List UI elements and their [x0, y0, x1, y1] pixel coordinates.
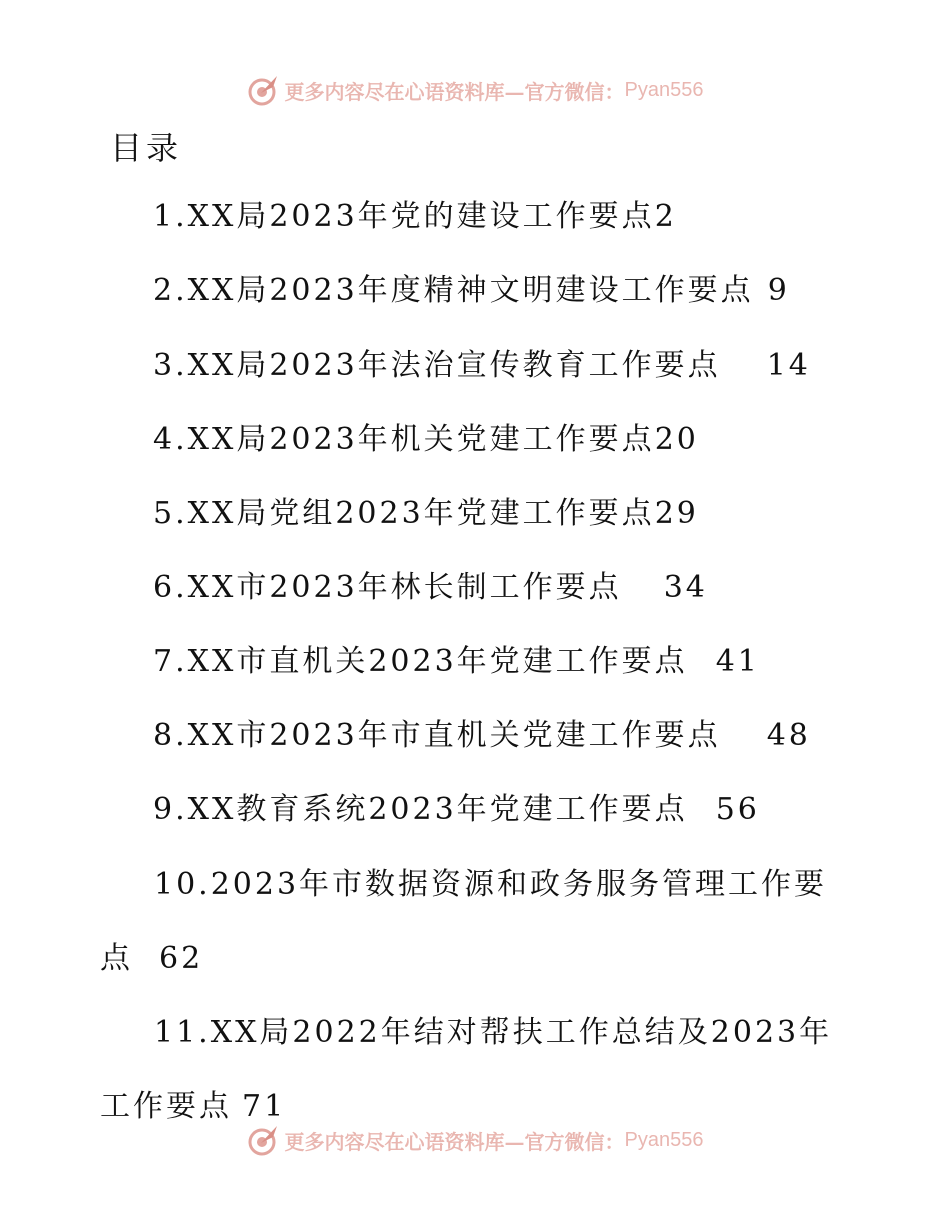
toc-title: 目录	[110, 129, 183, 167]
toc-entry-text: 6.XX市2023年林长制工作要点	[153, 570, 622, 605]
toc-entry-text: 2.XX局2023年度精神文明建设工作要点	[153, 273, 754, 308]
toc-entry-5[interactable]	[153, 492, 699, 536]
footer-banner-id: Pyan556	[624, 1128, 704, 1151]
toc-entry-page: 29	[654, 496, 699, 531]
toc-entry-page: 71	[242, 1089, 287, 1124]
toc-entry-10[interactable]	[100, 848, 860, 996]
toc-entry-page: 48	[766, 718, 811, 753]
toc-entry-text: 11.XX局2022年结对帮扶工作总结及2023年工作要点	[100, 1015, 833, 1124]
toc-entry-1[interactable]	[153, 195, 677, 239]
quill-logo-icon	[247, 1123, 281, 1157]
toc-entry-page: 34	[663, 570, 708, 605]
toc-entry-text: 9.XX教育系统2023年党建工作要点	[153, 792, 688, 827]
toc-entry-6[interactable]	[153, 566, 708, 610]
toc-entry-7[interactable]	[153, 640, 760, 684]
toc-entry-text: 7.XX市直机关2023年党建工作要点	[153, 644, 688, 679]
toc-entry-page: 14	[766, 348, 811, 383]
toc-entry-page: 62	[159, 941, 204, 976]
toc-entry-text: 3.XX局2023年法治宣传教育工作要点	[153, 348, 721, 383]
toc-entry-8[interactable]	[153, 714, 811, 758]
toc-entry-2[interactable]	[153, 269, 790, 313]
toc-entry-page: 41	[715, 644, 760, 679]
toc-entry-9[interactable]	[153, 788, 760, 832]
toc-entry-page: 20	[654, 422, 699, 457]
footer-banner	[0, 1120, 950, 1160]
toc-entry-page: 9	[767, 273, 790, 308]
header-banner	[0, 70, 950, 110]
toc-entry-text: 4.XX局2023年机关党建工作要点	[153, 422, 655, 457]
toc-entry-page: 56	[715, 792, 760, 827]
toc-entry-text: 1.XX局2023年党的建设工作要点	[153, 199, 655, 234]
footer-banner-text: 更多内容尽在心语资料库—官方微信：	[284, 1129, 625, 1154]
toc-entry-text: 10.2023年市数据资源和政务服务管理工作要点	[100, 867, 828, 976]
toc-entry-4[interactable]	[153, 418, 699, 462]
header-banner-text: 更多内容尽在心语资料库—官方微信：	[284, 79, 625, 104]
toc-entry-page: 2	[654, 199, 677, 234]
toc-entry-text: 5.XX局党组2023年党建工作要点	[153, 496, 655, 531]
header-banner-id: Pyan556	[624, 78, 704, 101]
quill-logo-icon	[247, 73, 281, 107]
toc-entry-3[interactable]	[153, 344, 811, 388]
toc-entry-text: 8.XX市2023年市直机关党建工作要点	[153, 718, 721, 753]
